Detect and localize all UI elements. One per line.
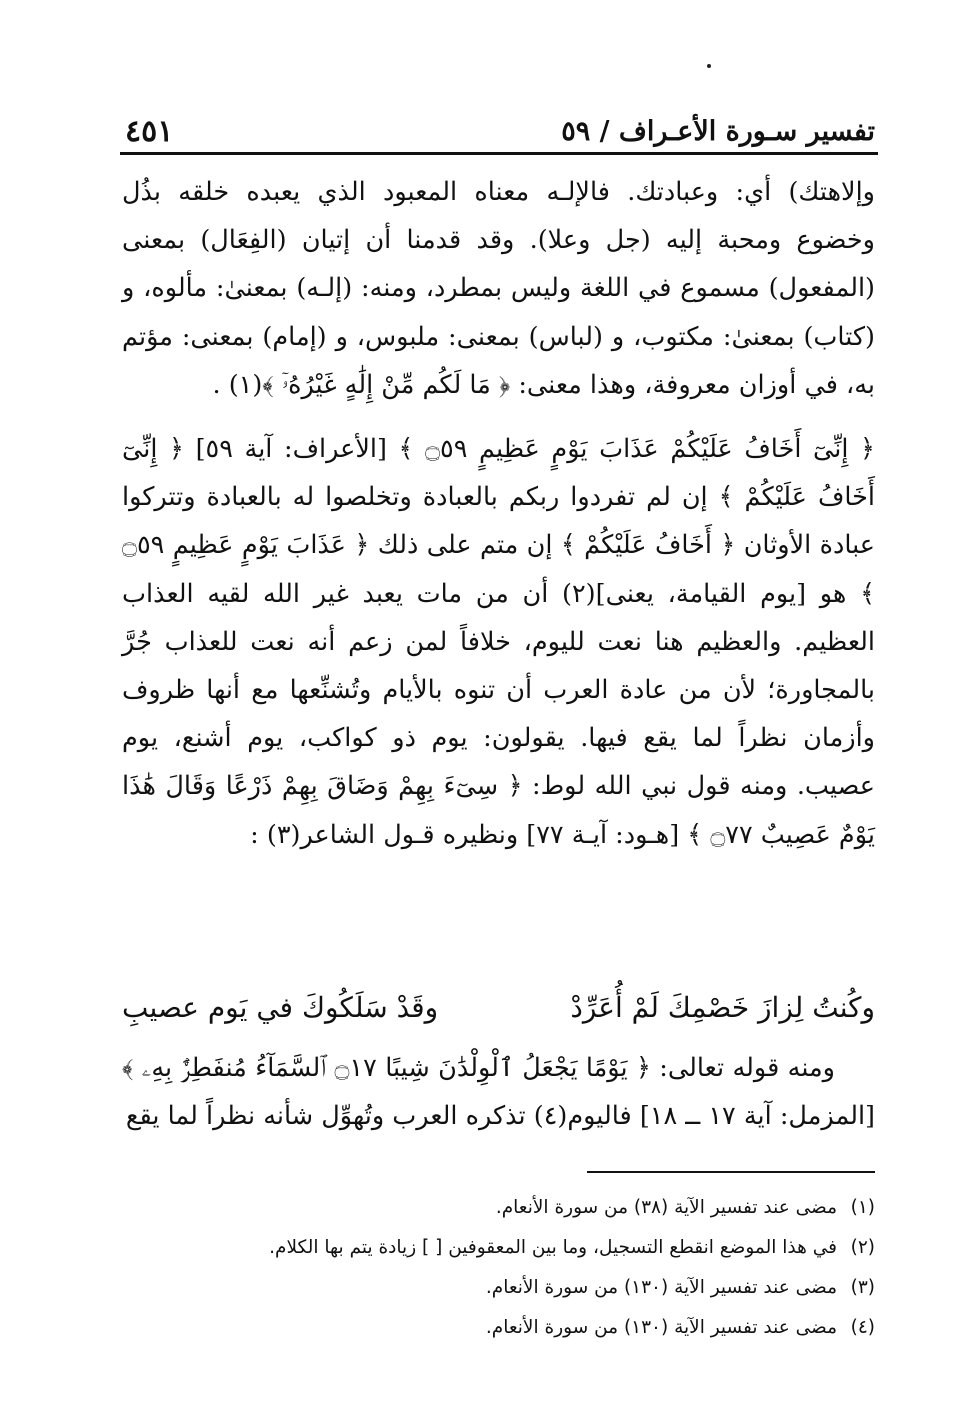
footnote-text: مضى عند تفسير الآية (١٣٠) من سورة الأنعام. bbox=[485, 1317, 837, 1338]
footnote-text: مضى عند تفسير الآية (١٣٠) من سورة الأنعام. bbox=[485, 1277, 837, 1298]
page-number: ٤٥١ bbox=[125, 114, 174, 149]
footnote-number: (٢) bbox=[850, 1237, 875, 1258]
running-title: تفسير سـورة الأعـراف / ٥٩ bbox=[561, 116, 875, 147]
main-text-continued bbox=[122, 1044, 875, 1140]
header-rule bbox=[120, 152, 878, 155]
footnote-item bbox=[122, 1188, 875, 1228]
footnote-text: مضى عند تفسير الآية (٣٨) من سورة الأنعام. bbox=[495, 1197, 837, 1218]
page-speck bbox=[707, 64, 711, 68]
footnote-number: (١) bbox=[850, 1197, 875, 1218]
footnote-number: (٤) bbox=[850, 1317, 875, 1338]
footnotes bbox=[122, 1188, 875, 1348]
footnote-rule bbox=[587, 1171, 875, 1173]
paragraph-3: ومنه قوله تعالى: ﴿ يَوْمًا يَجْعَلُ ٱلْوِلْدَٰنَ شِيبًا ۝١٧ ٱلسَّمَآءُ مُنفَطِرٌۢ بِهِۦ ﴾ [المزمل: آية ١٧ ــ ١٨] فاليوم(٤) تذكره العرب وتُهوِّل شأنه نظراً لما يقع bbox=[122, 1053, 875, 1131]
poetry-verse bbox=[122, 984, 875, 1032]
paragraph-2: ﴿ إِنِّىٓ أَخَافُ عَلَيْكُمْ عَذَابَ يَوْمٍ عَظِيمٍ ۝٥٩ ﴾ [الأعراف: آية ٥٩] ﴿ إِنِّىٓ أَخَافُ عَلَيْكُمْ ﴾ إن لم تفردوا ربكم بالعبادة وتخلصوا له بالعبادة وتتركوا عبادة الأوثان ﴿ أَخَافُ عَلَيْكُمْ ﴾ إن متم على ذلك ﴿ عَذَابَ يَوْمٍ عَظِيمٍ ۝٥٩ ﴾ هو [يوم القيامة، يعنى](٢) أن من مات يعبد غير الله لقيه العذاب العظيم. والعظيم هنا نعت لليوم، خلافاً لمن زعم أنه نعت للعذاب جُرَّ بالمجاورة؛ لأن من عادة العرب أن تنوه بالأيام وتُشنِّعها مع أنها ظروف وأزمان نظراً لما يقع فيها. يقولون: يوم ذو كواكب، يوم أشنع، يوم عصيب. ومنه قول نبي الله لوط: ﴿ سِىٓءَ بِهِمْ وَضَاقَ بِهِمْ ذَرْعًا وَقَالَ هَٰذَا يَوْمٌ عَصِيبٌ ۝٧٧ ﴾ [هـود: آيـة ٧٧] ونظيره قـول الشاعر(٣) : bbox=[122, 434, 876, 850]
verse-first-hemistich: وكُنتُ لِزازَ خَصْمِكَ لَمْ أُعَرِّدْ bbox=[570, 991, 875, 1024]
main-text bbox=[122, 168, 875, 859]
running-header bbox=[125, 108, 875, 152]
verse-second-hemistich: وقَدْ سَلَكُوكَ في يَوم عصيبِ bbox=[122, 991, 439, 1024]
footnote-text: في هذا الموضع انقطع التسجيل، وما بين المعقوفين [ ] زيادة يتم بها الكلام. bbox=[269, 1237, 837, 1258]
footnote-item bbox=[122, 1308, 875, 1348]
footnote-item bbox=[122, 1228, 875, 1268]
paragraph-1: وإلاهتك) أي: وعبادتك. فالإلـه معناه المعبود الذي يعبده خلقه بذُل وخضوع ومحبة إليه (جل وعلا). وقد قدمنا أن إتيان (الفِعَال) بمعنى (المفعول) مسموع في اللغة وليس بمطرد، ومنه: (إلـه) بمعنىٰ: مألوه، و (كتاب) بمعنىٰ: مكتوب، و (لباس) بمعنى: ملبوس، و (إمام) بمعنى: مؤتم به، في أوزان معروفة، وهذا معنى: ﴿ مَا لَكُم مِّنْ إِلَٰهٍ غَيْرُهُۥٓ ﴾(١) . bbox=[122, 177, 875, 400]
footnote-number: (٣) bbox=[850, 1277, 875, 1298]
footnote-item bbox=[122, 1268, 875, 1308]
